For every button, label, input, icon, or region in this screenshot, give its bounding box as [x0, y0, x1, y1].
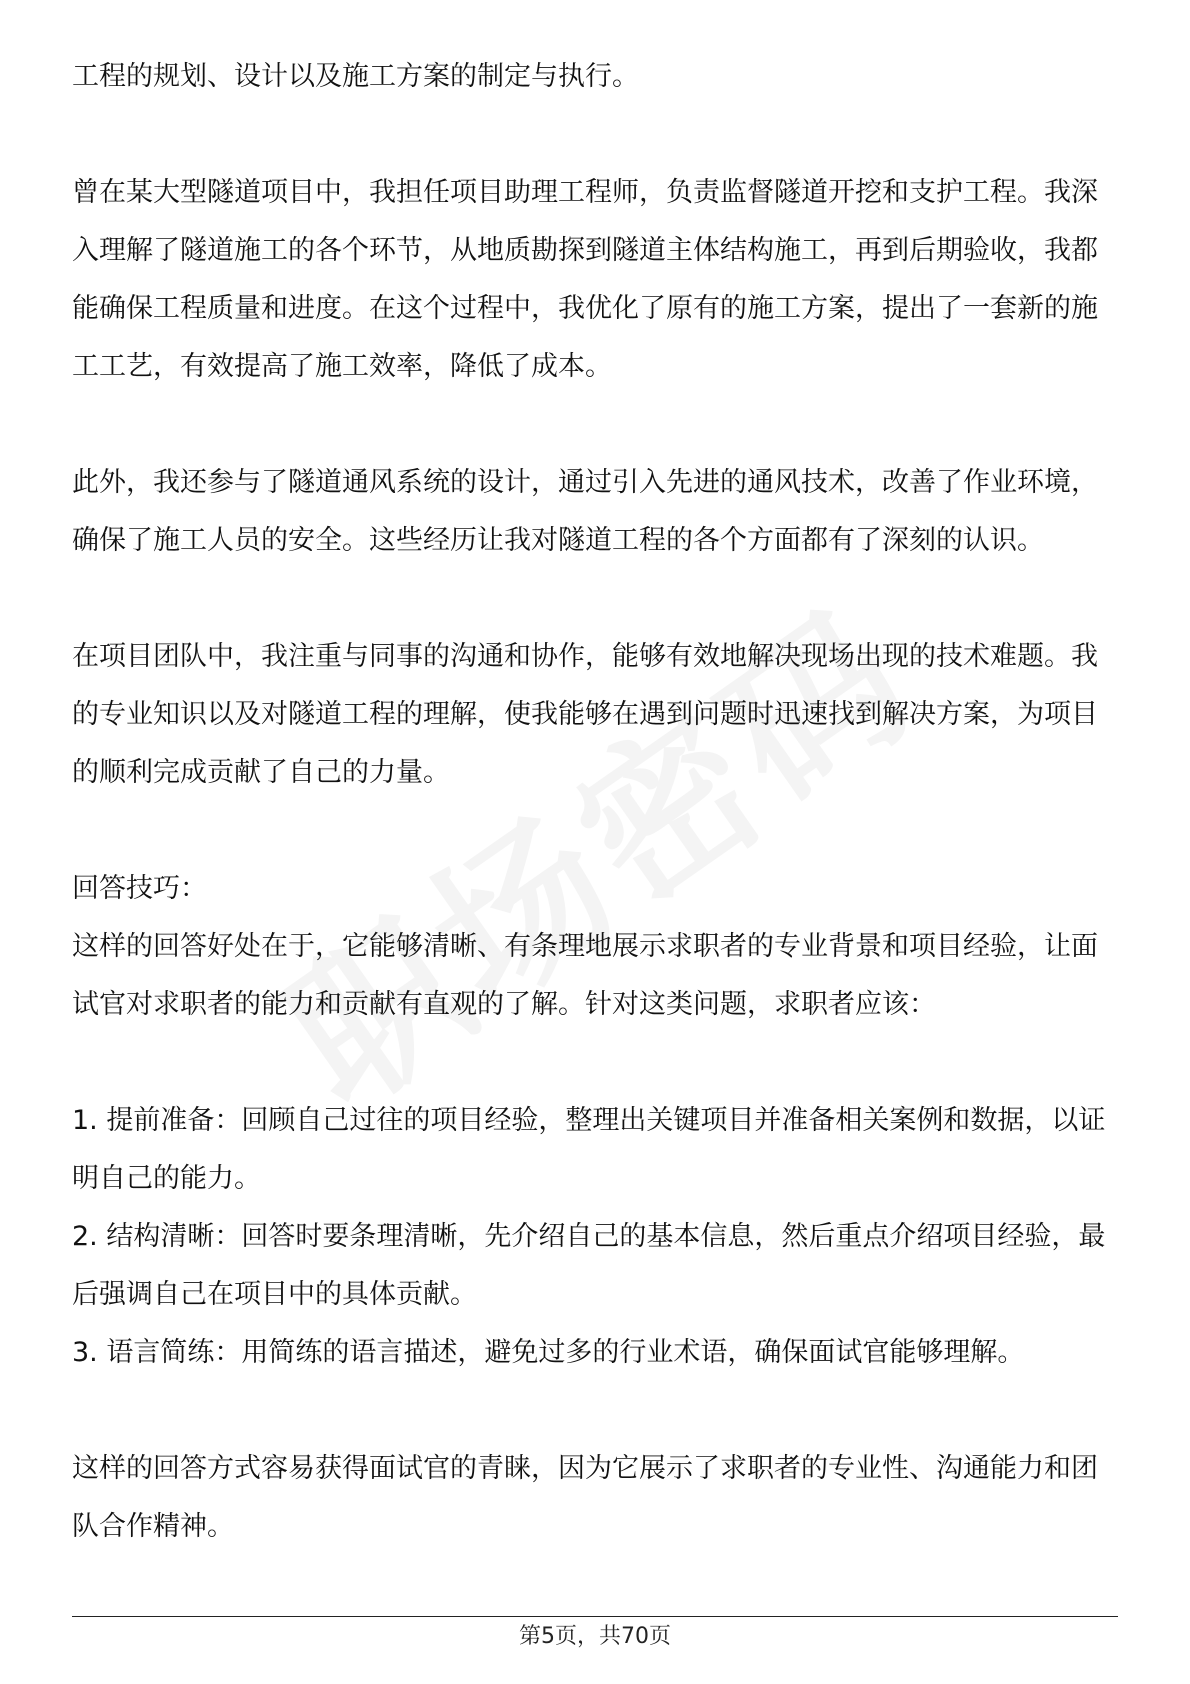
- paragraph-continuation: 工程的规划、设计以及施工方案的制定与执行。: [72, 61, 639, 92]
- tips-item-2: 2. 结构清晰：回答时要条理清晰，先介绍自己的基本信息，然后重点介绍项目经验，最后强调自己在项目中的具体贡献。: [72, 1221, 1106, 1310]
- tips-heading: 回答技巧：: [72, 873, 207, 904]
- tips-item-3: 3. 语言简练：用简练的语言描述，避免过多的行业术语，确保面试官能够理解。: [72, 1337, 1025, 1368]
- tips-intro: 这样的回答好处在于，它能够清晰、有条理地展示求职者的专业背景和项目经验，让面试官对求职者的能力和贡献有直观的了解。针对这类问题，求职者应该：: [72, 931, 1098, 1020]
- page-number: 第5页，共70页: [519, 1624, 671, 1649]
- paragraph-teamwork: 在项目团队中，我注重与同事的沟通和协作，能够有效地解决现场出现的技术难题。我的专业知识以及对隧道工程的理解，使我能够在遇到问题时迅速找到解决方案，为项目的顺利完成贡献了自己的力量。: [72, 641, 1098, 788]
- paragraph-ventilation: 此外，我还参与了隧道通风系统的设计，通过引入先进的通风技术，改善了作业环境，确保了施工人员的安全。这些经历让我对隧道工程的各个方面都有了深刻的认识。: [72, 467, 1098, 556]
- tips-conclusion: 这样的回答方式容易获得面试官的青睐，因为它展示了求职者的专业性、沟通能力和团队合作精神。: [72, 1453, 1098, 1542]
- tips-item-1: 1. 提前准备：回顾自己过往的项目经验，整理出关键项目并准备相关案例和数据，以证明自己的能力。: [72, 1105, 1106, 1194]
- footer-divider: [72, 1616, 1118, 1617]
- paragraph-project-experience: 曾在某大型隧道项目中，我担任项目助理工程师，负责监督隧道开挖和支护工程。我深入理解了隧道施工的各个环节，从地质勘探到隧道主体结构施工，再到后期验收，我都能确保工程质量和进度。在这个过程中，我优化了原有的施工方案，提出了一套新的施工工艺，有效提高了施工效率，降低了成本。: [72, 177, 1098, 382]
- document-body: [72, 48, 1118, 1556]
